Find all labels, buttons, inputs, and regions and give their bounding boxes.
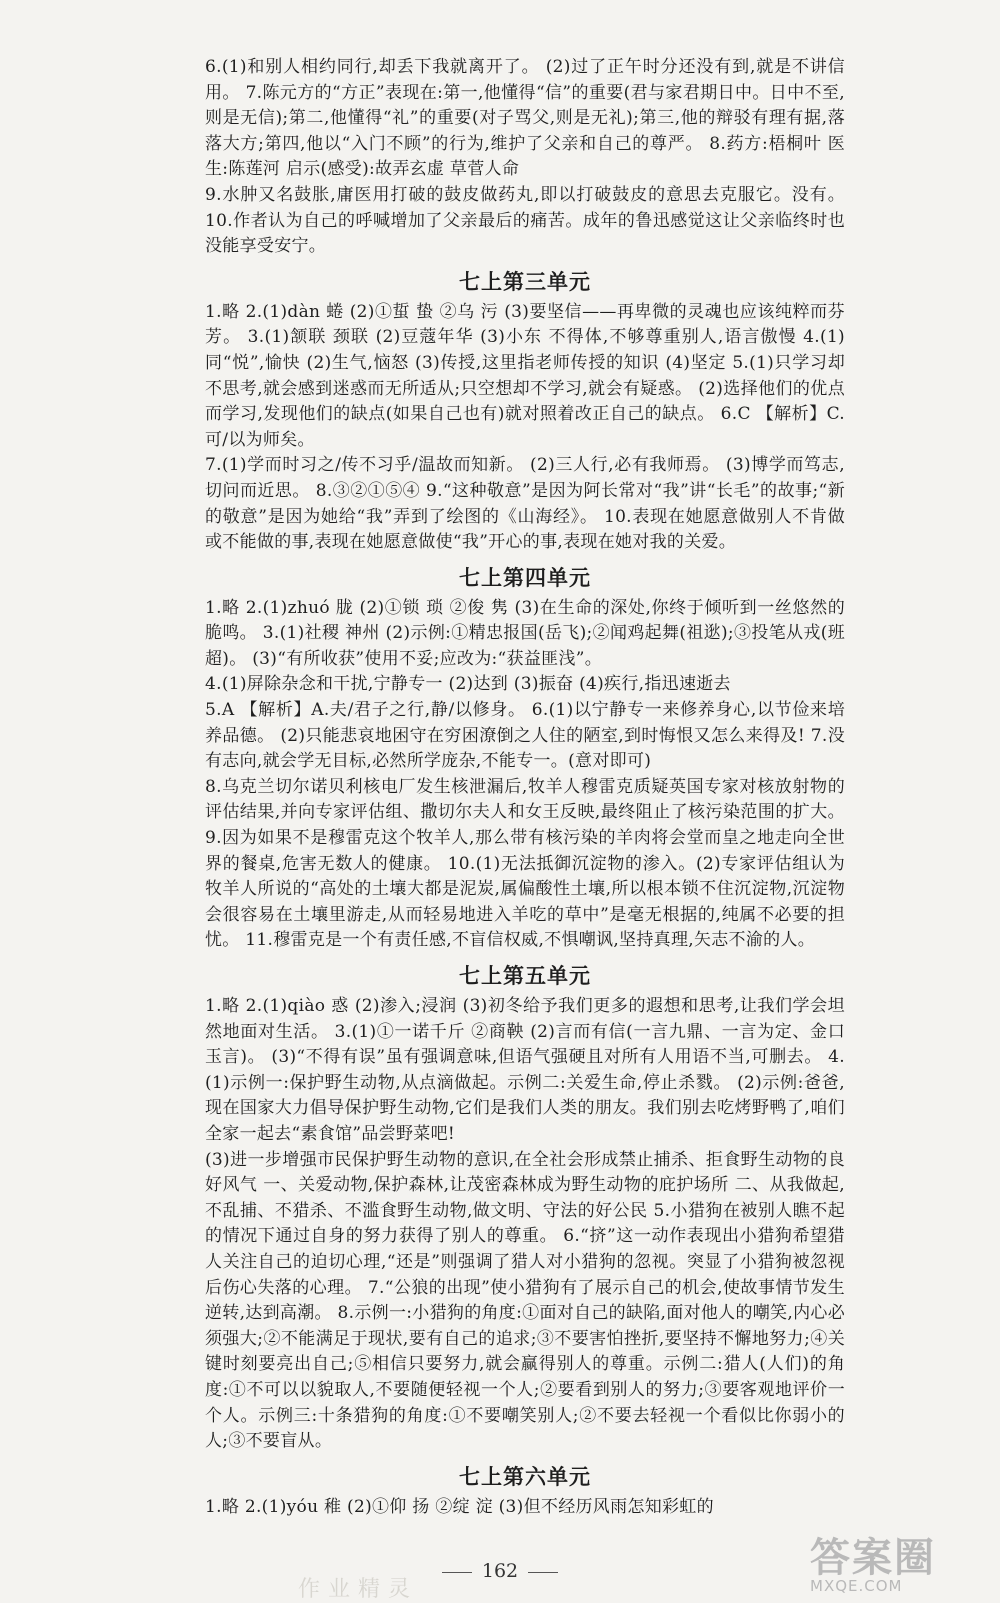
answer-paragraph: 1.略 2.(1)zhuó 胧 (2)①锁 琐 ②俊 隽 (3)在生命的深处,你终于倾听到一丝悠然的脆鸣。 3.(1)社稷 神州 (2)示例:①精忠报国(岳飞);②闻鸡起舞(祖逖);③投笔从戎(班超)。 (3)“有所收获”使用不妥;应改为:“获益匪浅”。: [205, 597, 845, 669]
page-number: 162: [481, 1560, 519, 1582]
answer-paragraph: 8.乌克兰切尔诺贝利核电厂发生核泄漏后,牧羊人穆雷克质疑英国专家对核放射物的评估结果,并向专家评估组、撒切尔夫人和女王反映,最终阻止了核污染范围的扩大。 9.因为如果不是穆雷克这个牧羊人,那么带有核污染的羊肉将会堂而皇之地走向全世界的餐桌,危害无数人的健康。 10.(1)无法抵御沉淀物的渗入。(2)专家评估组认为牧羊人所说的“高处的土壤大都是泥炭,属偏酸性土壤,所以根本锁不住沉淀物,沉淀物会很容易在土壤里游走,从而轻易地进入羊吃的草中”是毫无根据的,纯属不必要的担忧。 11.穆雷克是一个有责任感,不盲信权威,不惧嘲讽,坚持真理,矢志不渝的人。: [205, 776, 845, 951]
answer-paragraph: 4.(1)屏除杂念和干扰,宁静专一 (2)达到 (3)振奋 (4)疾行,指迅速逝去: [205, 674, 731, 695]
answer-text-column: [205, 55, 845, 1520]
unit-heading-3: 七上第三单元: [459, 269, 591, 294]
footer-dash-left: [442, 1572, 472, 1573]
answer-paragraph: 5.A 【解析】A.夫/君子之行,静/以修身。 6.(1)以宁静专一来修养身心,以节俭来培养品德。 (2)只能悲哀地困守在穷困潦倒之人住的陋室,到时悔恨又怎么来得及! 7.没有志向,就会学无目标,必然所学庞杂,不能专一。(意对即可): [205, 700, 845, 772]
footer-dash-right: [528, 1572, 558, 1573]
answer-paragraph: 1.略 2.(1)dàn 蜷 (2)①蜇 蛰 ②乌 污 (3)要坚信——再卑微的灵魂也应该纯粹而芬芳。 3.(1)颔联 颈联 (2)豆蔻年华 (3)小东 不得体,不够尊重别人,语言傲慢 4.(1)同“悦”,愉快 (2)生气,恼怒 (3)传授,这里指老师传授的知识 (4)坚定 5.(1)只学习却不思考,就会感到迷惑而无所适从;只空想却不学习,就会有疑惑。 (2)选择他们的优点而学习,发现他们的缺点(如果自己也有)就对照着改正自己的缺点。 6.C 【解析】C.可/以为师矣。: [205, 301, 845, 450]
site-logo-watermark: [810, 1535, 990, 1596]
logo-domain: MXQE.COM: [810, 1577, 903, 1595]
answer-paragraph: 9.水肿又名鼓胀,庸医用打破的鼓皮做药丸,即以打破鼓皮的意思去克服它。没有。 10.作者认为自己的呼喊增加了父亲最后的痛苦。成年的鲁迅感觉这让父亲临终时也没能享受安宁。: [205, 184, 845, 257]
faint-watermark: 作业精灵: [298, 1577, 419, 1602]
answer-paragraph: 1.略 2.(1)qiào 惑 (2)渗入;浸润 (3)初冬给予我们更多的遐想和思考,让我们学会坦然地面对生活。 3.(1)①一诺千斤 ②商鞅 (2)言而有信(一言九鼎、一言为定、金口玉言)。 (3)“不得有误”虽有强调意味,但语气强硬且对所有人用语不当,可删去。 4.(1)示例一:保护野生动物,从点滴做起。示例二:关爱生命,停止杀戮。 (2)示例:爸爸,现在国家大力倡导保护野生动物,它们是我们人类的朋友。我们别去吃烤野鸭了,咱们全家一起去“素食馆”品尝野菜吧!: [205, 996, 845, 1144]
unit-heading-5: 七上第五单元: [459, 964, 591, 988]
unit-heading-4: 七上第四单元: [459, 565, 591, 590]
answer-paragraph: 1.略 2.(1)yóu 稚 (2)①仰 扬 ②绽 淀 (3)但不经历风雨怎知彩虹的: [205, 1496, 714, 1517]
answer-paragraph: (3)进一步增强市民保护野生动物的意识,在全社会形成禁止捕杀、拒食野生动物的良好风气 一、关爱动物,保护森林,让茂密森林成为野生动物的庇护场所 二、从我做起,不乱捕、不猎杀、不滥食野生动物,做文明、守法的好公民 5.小猎狗在被别人瞧不起的情况下通过自身的努力获得了别人的尊重。 6.“挤”这一动作表现出小猎狗希望猎人关注自己的迫切心理,“还是”则强调了猎人对小猎狗的忽视。突显了小猎狗被忽视后伤心失落的心理。 7.“公狼的出现”使小猎狗有了展示自己的机会,使故事情节发生逆转,达到高潮。 8.示例一:小猎狗的角度:①面对自己的缺陷,面对他人的嘲笑,内心必须强大;②不能满足于现状,要有自己的追求;③不要害怕挫折,要坚持不懈地努力;④关键时刻要亮出自己;⑤相信只要努力,就会赢得别人的尊重。示例二:猎人(人们)的角度:①不可以以貌取人,不要随便轻视一个人;②要看到别人的努力;③要客观地评价一个人。示例三:十条猎狗的角度:①不要嘲笑别人;②不要去轻视一个看似比你弱小的人;③不要盲从。: [205, 1149, 845, 1452]
answer-paragraph: 6.(1)和别人相约同行,却丢下我就离开了。 (2)过了正午时分还没有到,就是不讲信用。 7.陈元方的“方正”表现在:第一,他懂得“信”的重要(君与家君期日中。日中不至,则是无信);第二,他懂得“礼”的重要(对子骂父,则是无礼);第三,他的辩驳有理有据,落落大方;第四,他以“入门不顾”的行为,维护了父亲和自己的尊严。 8.药方:梧桐叶 医生:陈莲河 启示(感受):故弄玄虚 草菅人命: [205, 57, 845, 180]
unit-heading-6: 七上第六单元: [459, 1464, 591, 1489]
logo-text: 答案圈: [810, 1535, 936, 1581]
answer-paragraph: 7.(1)学而时习之/传不习乎/温故而知新。 (2)三人行,必有我师焉。 (3)博学而笃志,切问而近思。 8.③②①⑤④ 9.“这种敬意”是因为阿长常对“我”讲“长毛”的故事;“新的敬意”是因为她给“我”弄到了绘图的《山海经》。 10.表现在她愿意做别人不肯做或不能做的事,表现在她愿意做使“我”开心的事,表现在她对我的关爱。: [205, 455, 845, 553]
